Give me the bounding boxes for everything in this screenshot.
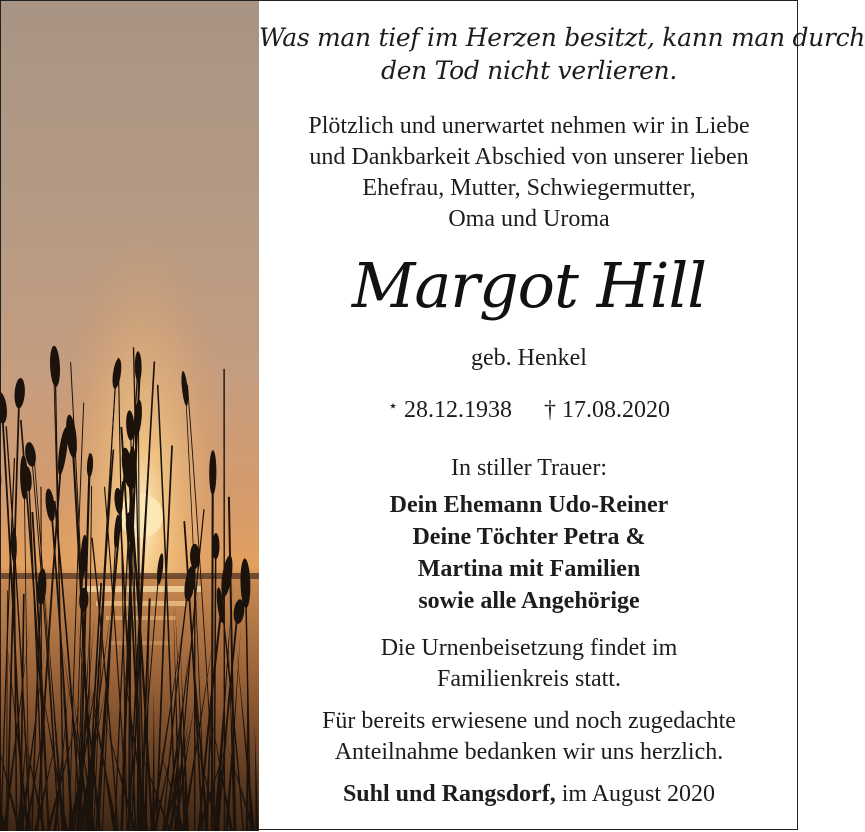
reed-plume <box>190 544 199 569</box>
intro-line-2: und Dankbarkeit Abschied von unserer lieben <box>309 144 749 170</box>
quote-line-1: Was man tief im Herzen besitzt, kann man durch <box>259 23 865 52</box>
birth-star-icon: ⋆ <box>387 398 398 415</box>
death-cross-icon: † <box>544 397 556 423</box>
burial-line-2: Familienkreis statt. <box>437 666 621 692</box>
intro-line-1: Plötzlich und unerwartet nehmen wir in Liebe <box>308 113 750 139</box>
deceased-name: Margot Hill <box>351 249 707 322</box>
mourners-heading: In stiller Trauer: <box>451 455 607 481</box>
mourners-line-3: Martina mit Familien <box>417 556 641 582</box>
birth-date: 28.12.1938 <box>404 397 512 423</box>
sunset-reeds-image <box>1 1 259 831</box>
life-dates <box>259 391 799 426</box>
death-date: 17.08.2020 <box>562 397 670 423</box>
intro-line-4: Oma und Uroma <box>448 206 610 232</box>
reed-stem <box>0 468 1 831</box>
notice-text <box>259 1 865 831</box>
quote-line-2: den Tod nicht verlieren. <box>380 56 678 85</box>
maiden-name: geb. Henkel <box>471 345 587 371</box>
sunset-reeds-photo <box>1 1 259 831</box>
thanks-line-1: Für bereits erwiesene und noch zugedachte <box>322 708 736 734</box>
mourners-line-4: sowie alle Angehörige <box>418 588 640 614</box>
mourners-line-2: Deine Töchter Petra & <box>412 524 646 550</box>
signoff <box>259 779 799 810</box>
burial-line-1: Die Urnenbeisetzung findet im <box>380 635 678 661</box>
signoff-places: Suhl und Rangsdorf, <box>342 781 556 807</box>
reed-stem <box>212 461 213 831</box>
mourners-line-1: Dein Ehemann Udo-Reiner <box>389 492 669 518</box>
thanks-line-2: Anteilnahme bedanken wir uns herzlich. <box>334 739 724 765</box>
signoff-date: im August 2020 <box>561 781 716 807</box>
intro-line-3: Ehefrau, Mutter, Schwiegermutter, <box>362 175 696 201</box>
